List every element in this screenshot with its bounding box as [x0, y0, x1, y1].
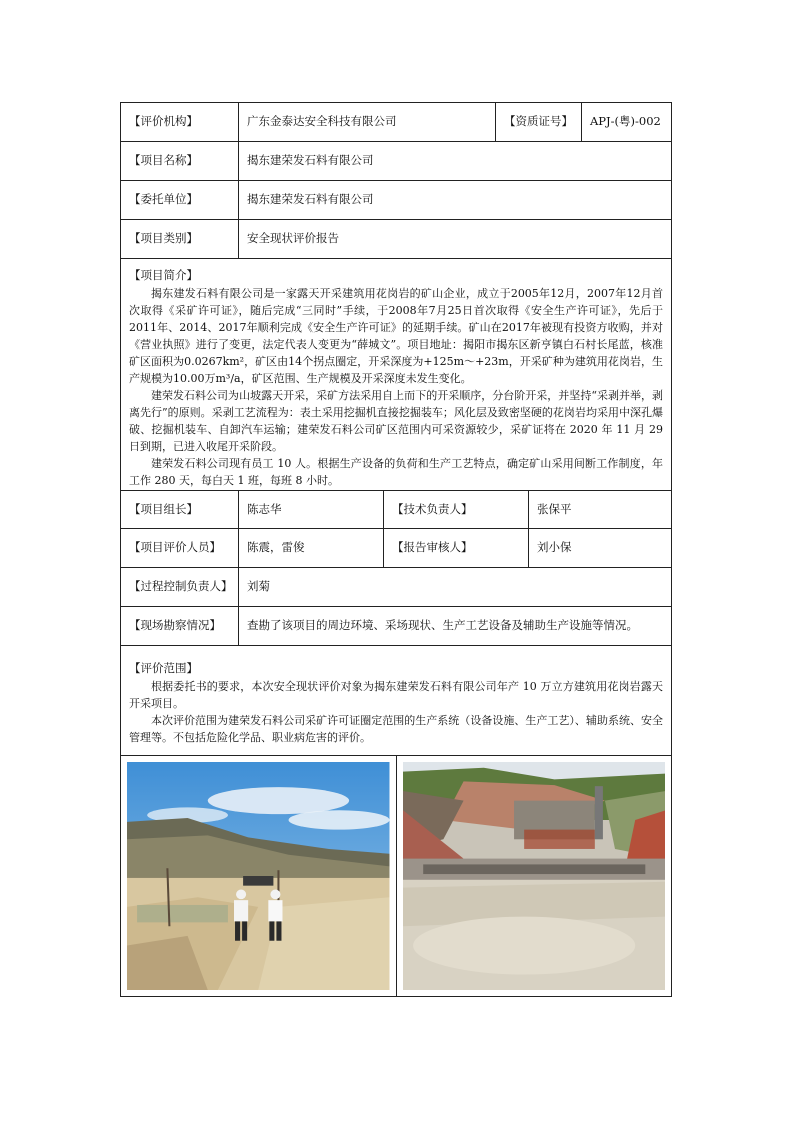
tech-lead-value: 张保平 — [537, 501, 572, 516]
client-label: 【委托单位】 — [121, 181, 239, 219]
category-row — [121, 220, 671, 259]
intro-paragraph: 建荣发石料公司现有员工 10 人。根据生产设备的负荷和生产工艺特点，确定矿山采用间断工作制度，年工作 280 天，每白天 1 班，每班 8 小时。 — [129, 457, 663, 487]
survey-row — [121, 607, 671, 646]
scope-paragraph: 根据委托书的要求，本次安全现状评价对象为揭东建荣发石料有限公司年产 10 万立方建筑用花岗岩露天开采项目。 — [129, 680, 663, 710]
leader-value: 陈志华 — [239, 491, 384, 528]
cert-value: APJ-(粤)-002 — [590, 114, 661, 129]
survey-value: 查勘了该项目的周边环境、采场现状、生产工艺设备及辅助生产设施等情况。 — [247, 618, 638, 633]
project-name-label: 【项目名称】 — [121, 142, 239, 180]
intro-block — [121, 259, 671, 490]
members-value: 陈震，雷俊 — [239, 529, 384, 567]
org-value: 广东金泰达安全科技有限公司 — [239, 103, 496, 141]
reviewer-label: 【报告审核人】 — [384, 529, 529, 567]
org-label: 【评价机构】 — [121, 103, 239, 141]
photos-row — [121, 756, 671, 996]
scope-paragraph: 本次评价范围为建荣发石料公司采矿许可证圈定范围的生产系统（设备设施、生产工艺）、辅助系统、安全管理等。不包括危险化学品、职业病危害的评价。 — [129, 714, 663, 744]
members-label: 【项目评价人员】 — [121, 529, 239, 567]
cert-label: 【资质证号】 — [496, 103, 582, 141]
photo-cell-left — [121, 756, 397, 996]
leader-label: 【项目组长】 — [121, 491, 239, 528]
site-photo-quarry-people-icon — [127, 762, 390, 990]
scope-block — [121, 646, 671, 755]
site-photo-settling-pond-icon — [403, 762, 666, 990]
intro-paragraph: 建荣发石料公司为山坡露天开采，采矿方法采用自上而下的开采顺序，分台阶开采，并坚持“采剥并举，剥离先行”的原则。采剥工艺流程为：表土采用挖掘机直接挖掘装车；风化层及致密坚硬的花岗岩均采用中深孔爆破、挖掘机装车、自卸汽车运输；建荣发石料公司矿区范围内可采资源较少，采矿证将在 2020 年 11 月 29 日到期，已进入收尾开采阶段。 — [129, 389, 663, 453]
category-value: 安全现状评价报告 — [247, 231, 339, 246]
reviewer-value: 刘小保 — [537, 540, 572, 555]
intro-label: 【项目简介】 — [129, 268, 198, 282]
project-name-row — [121, 142, 671, 181]
evaluation-info-form — [120, 102, 672, 997]
process-label: 【过程控制负责人】 — [121, 568, 239, 606]
photo-cell-right — [397, 756, 672, 996]
intro-row — [121, 259, 671, 491]
intro-paragraph: 揭东建发石料有限公司是一家露天开采建筑用花岗岩的矿山企业，成立于2005年12月，2007年12月首次取得《采矿许可证》，随后完成“三同时”手续，于2008年7月25日首次取得《安全生产许可证》，先后于2011年、2014、2017年顺利完成《安全生产许可证》的延期手续。矿山在2017年被现有投资方收购，并对《营业执照》进行了变更，法定代表人变更为“薛城文”。项目地址：揭阳市揭东区新亨镇白石村长尾蓝，核准矿区面积为0.0267km²，矿区由14个拐点圈定，开采深度为+125m～+23m，开采矿种为建筑用花岗岩，生产规模为10.00万m³/a，矿区范围、生产规模及开采深度未发生变化。 — [129, 287, 663, 385]
process-value: 刘菊 — [247, 579, 270, 594]
scope-label: 【评价范围】 — [129, 661, 198, 675]
org-row — [121, 103, 671, 142]
leader-row — [121, 491, 671, 529]
survey-label: 【现场勘察情况】 — [121, 607, 239, 645]
tech-lead-label: 【技术负责人】 — [384, 491, 529, 528]
project-name-value: 揭东建荣发石料有限公司 — [247, 153, 374, 168]
scope-row — [121, 646, 671, 756]
client-value: 揭东建荣发石料有限公司 — [247, 192, 374, 207]
client-row — [121, 181, 671, 220]
members-row — [121, 529, 671, 568]
process-row — [121, 568, 671, 607]
category-label: 【项目类别】 — [121, 220, 239, 258]
